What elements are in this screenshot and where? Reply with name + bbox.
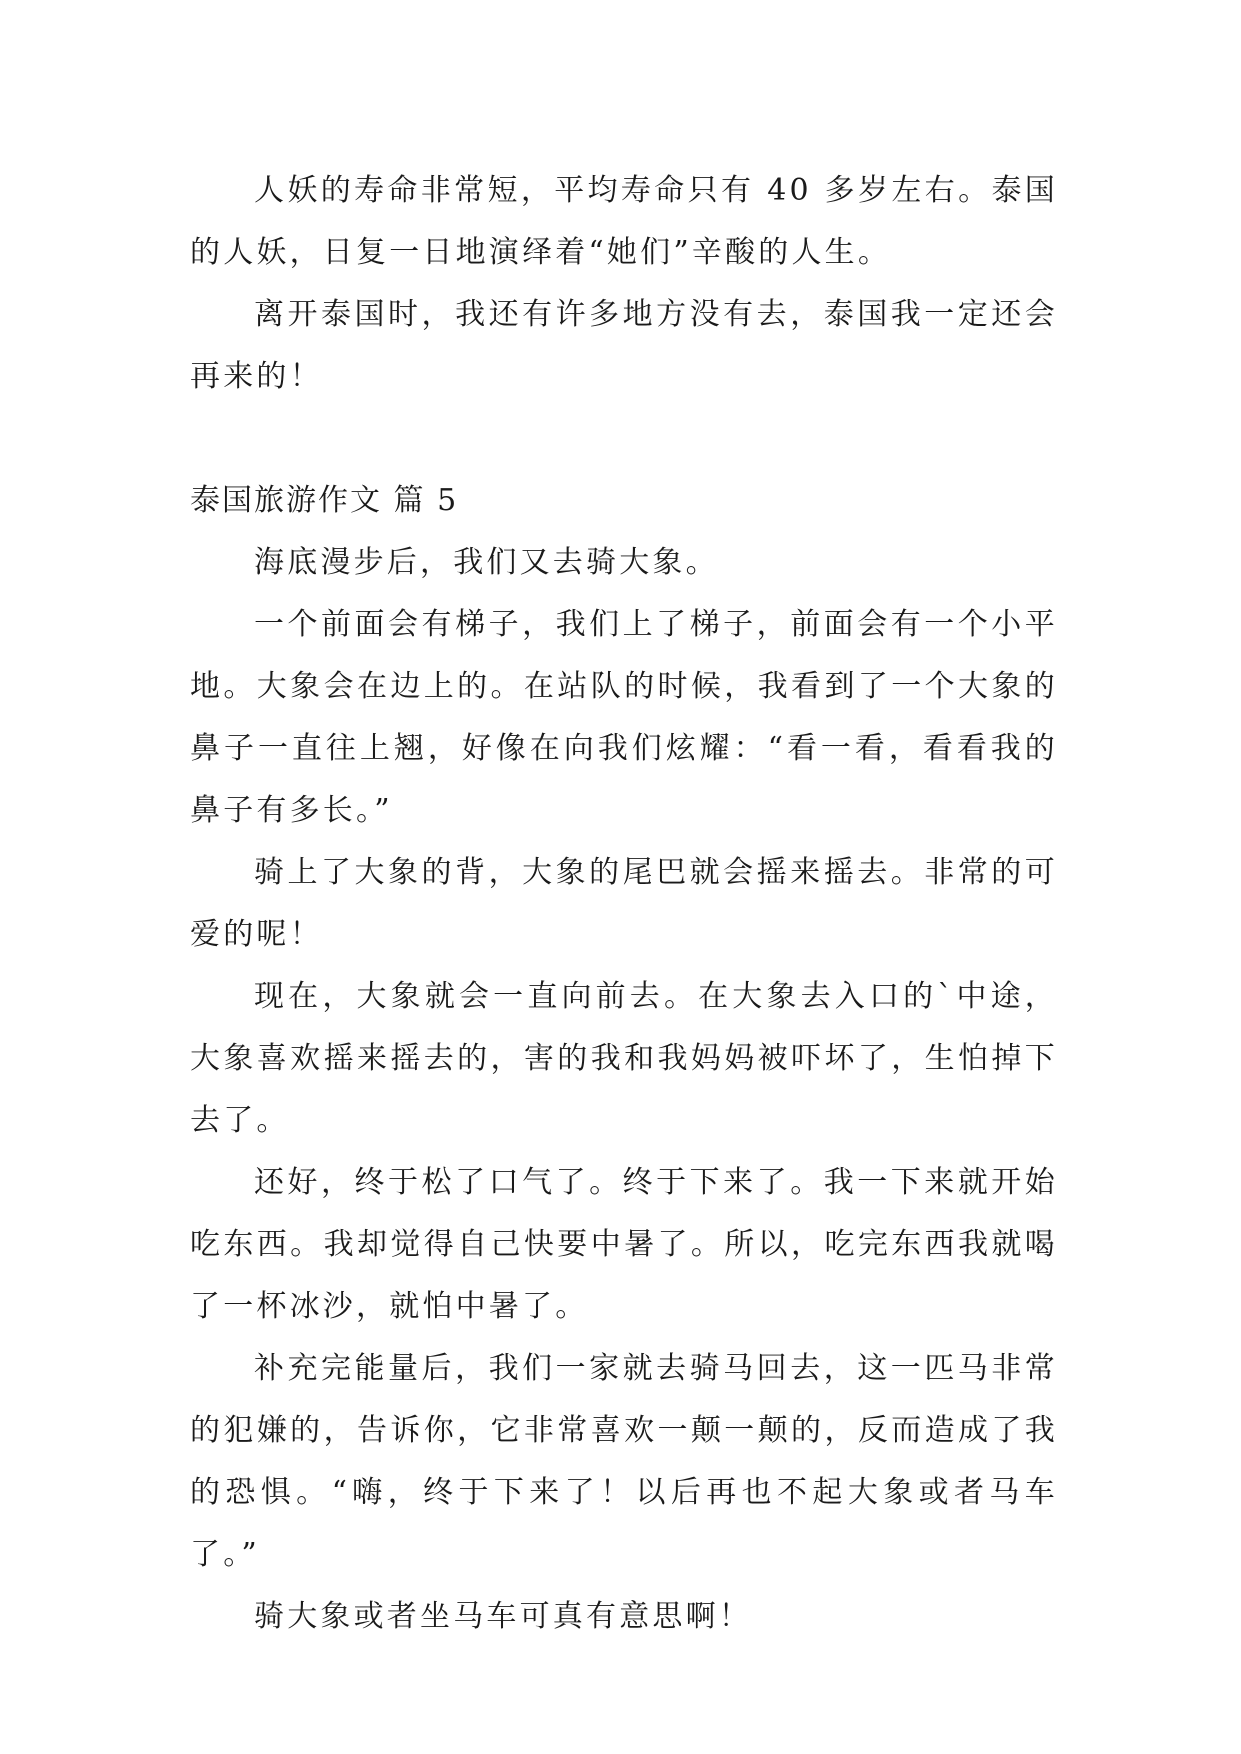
paragraph: 人妖的寿命非常短，平均寿命只有 40 多岁左右。泰国的人妖，日复一日地演绎着“她们”辛酸的人生。 xyxy=(190,173,1058,270)
document-body xyxy=(190,160,1058,1648)
paragraph: 骑上了大象的背，大象的尾巴就会摇来摇去。非常的可爱的呢！ xyxy=(190,855,1058,952)
section-spacer xyxy=(190,408,1058,470)
paragraph: 一个前面会有梯子，我们上了梯子，前面会有一个小平地。大象会在边上的。在站队的时候，我看到了一个大象的鼻子一直往上翘，好像在向我们炫耀：“看一看，看看我的鼻子有多长。” xyxy=(190,607,1058,828)
paragraph: 现在，大象就会一直向前去。在大象去入口的`中途，大象喜欢摇来摇去的，害的我和我妈妈被吓坏了，生怕掉下去了。 xyxy=(190,979,1058,1138)
paragraph: 离开泰国时，我还有许多地方没有去，泰国我一定还会再来的！ xyxy=(190,297,1058,394)
section-title: 泰国旅游作文 篇 5 xyxy=(190,483,459,518)
paragraph: 海底漫步后，我们又去骑大象。 xyxy=(254,545,719,580)
paragraph: 补充完能量后，我们一家就去骑马回去，这一匹马非常的犯嫌的，告诉你，它非常喜欢一颠一颠的，反而造成了我的恐惧。“嗨，终于下来了！以后再也不起大象或者马车了。” xyxy=(190,1351,1058,1572)
paragraph: 骑大象或者坐马车可真有意思啊！ xyxy=(254,1599,752,1634)
paragraph: 还好，终于松了口气了。终于下来了。我一下来就开始吃东西。我却觉得自己快要中暑了。所以，吃完东西我就喝了一杯冰沙，就怕中暑了。 xyxy=(190,1165,1058,1324)
